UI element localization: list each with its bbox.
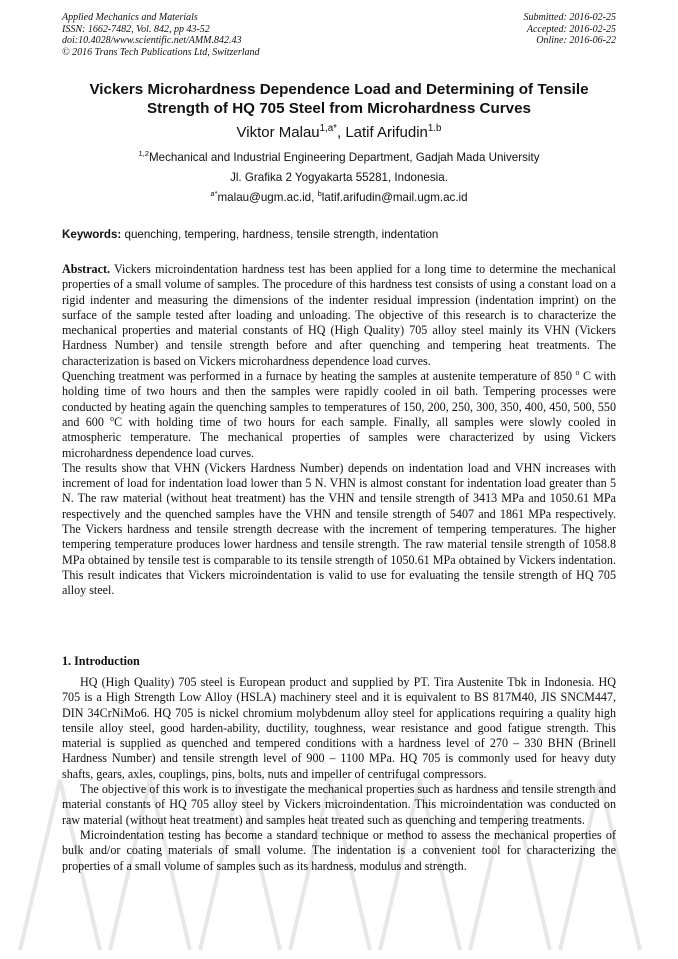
accepted-date: Accepted: 2016-02-25 (526, 23, 616, 35)
issn-line: ISSN: 1662-7482, Vol. 842, pp 43-52 (62, 23, 210, 35)
introduction-section (62, 675, 616, 874)
journal-header-right (524, 12, 617, 47)
abstract-p2-text-a: Quenching treatment was performed in a furnace by heating the samples at austenite temperature of 850 (62, 369, 576, 384)
author-line (62, 123, 616, 142)
abstract-p1-text: Vickers microindentation hardness test has been applied for a long time to determine the mechanical properties of a small volume of samples. The procedure of this hardness test consists of using a constant load on a rigid indenter and measuring the dimensions of the indenter residual impression (indentation imprint) on the surface of the sample tested after loading and unloading. The objective of this research is to characterize the mechanical properties and material constants of HQ (High Quality) 705 alloy steel mainly its VHN (Vickers Hardness Number) and tensile strength before and after quenching and tempering heat treatments. The characterization is based on Vickers microhardness dependence load curves. (62, 262, 616, 368)
affiliation-department-text: Mechanical and Industrial Engineering Department, Gadjah Mada University (148, 151, 540, 164)
affiliation-superscript: 1,2 (138, 149, 149, 159)
paper-title: Vickers Microhardness Dependence Load and Determining of Tensile Strength of HQ 705 Steel from Microhardness Curves (89, 81, 589, 117)
author-1: Viktor Malau (236, 124, 320, 141)
degree-superscript-1: o (575, 368, 580, 378)
author-separator: , (336, 124, 346, 141)
submitted-date: Submitted: 2016-02-25 (523, 12, 616, 23)
keywords-line (62, 228, 616, 241)
affiliation-department (62, 151, 616, 165)
keywords-text: quenching, tempering, hardness, tensile strength, indentation (121, 228, 439, 241)
online-date: Online: 2016-06-22 (536, 35, 616, 46)
intro-paragraph-2: The objective of this work is to investigate the mechanical properties such as hardness and tensile strength and material constants of HQ 705 alloy steel by Vickers microindentation. This microindentation was conducted on raw material (without heat treatment) and samples heat treated such as quenching and tempering treatments. (62, 782, 616, 827)
journal-name: Applied Mechanics and Materials (62, 12, 198, 23)
abstract-p2-text-b: C with holding time of two hours and then the samples were rapidly cooled in oil bath. Tempering processes were conducted by heating again the quenching samples to temperatures of 150, 200, 250, 300, 350, 400, 450, 500, 550 and 600 (62, 369, 616, 429)
abstract-paragraph-2 (62, 369, 616, 461)
affiliation-address: Jl. Grafika 2 Yogyakarta 55281, Indonesia. (230, 171, 448, 184)
intro-paragraph-3: Microindentation testing has become a standard technique or method to assess the mechanical properties of bulk and/or coating materials of small volume. The indentation is a convenient tool for characterizing the properties of a small volume of samples such as its hardness, modulus and strength. (62, 827, 616, 873)
section-heading-introduction: 1. Introduction (62, 654, 140, 668)
keywords-label: Keywords: (62, 228, 122, 241)
email-b: latif.arifudin@mail.ugm.ac.id (321, 191, 468, 204)
journal-header-left (62, 12, 260, 58)
email-b-superscript: b (317, 189, 322, 199)
intro-paragraph-1: HQ (High Quality) 705 steel is European product and supplied by PT. Tira Austenite Tbk in Indonesia. HQ 705 is a High Strength Low Alloy (HSLA) machinery steel and it is equivalent to BS 817M40, JIS SNCM447, DIN 34CrNiMo6. HQ 705 is nickel chromium molybdenum alloy steel for applications requiring a quality high tensile alloy steel, good harden-ability, ductility, toughness, wear resistance and good fatigue strength. This material is supplied as quenched and tempered conditions with a hardness level of 270 – 330 BHN (Brinell Hardness Number) and tensile strength level of 900 – 1100 MPa. HQ 705 is commonly used for heavy duty shafts, gears, axles, couplings, pins, bolts, nuts and impeller of centrifugal compressors. (62, 675, 616, 781)
abstract-label: Abstract. (62, 262, 111, 276)
abstract-p2-text-c: C with holding time of two hours for each sample. Finally, all samples were slowly cooled in atmospheric temperature. The mechanical properties of samples were characterized by using Vickers microhardness dependence load curves. (62, 414, 616, 460)
abstract-paragraph-3: The results show that VHN (Vickers Hardness Number) depends on indentation load and VHN increases with increment of load for indentation load lower than 5 N. VHN is almost constant for indentation load greater than 5 N. The raw material (without heat treatment) has the VHN and tensile strength of 3413 MPa and 1050.61 MPa respectively and the quenched samples have the VHN and tensile strength of 5407 and 1861 MPa respectively. The Vickers hardness and tensile strength decrease with the increment of tempering temperatures. The higher tempering temperature produces lower hardness and tensile strength. The raw material tensile strength of 1058.8 MPa obtained by tensile test is comparable to its tensile strength of 1050.61 MPa obtained by Vickers indentation. This result indicates that Vickers microindentation is valid to use for evaluating the tensile strength of HQ 705 alloy steel. (62, 460, 616, 598)
abstract-section (62, 262, 616, 599)
doi-line: doi:10.4028/www.scientific.net/AMM.842.43 (62, 35, 242, 46)
author-2: Latif Arifudin (345, 124, 428, 141)
author-1-superscript: 1,a* (319, 123, 337, 134)
degree-superscript-2: o (110, 413, 115, 423)
affiliation-emails (62, 191, 616, 205)
abstract-paragraph-1 (62, 262, 616, 369)
email-a: malau@ugm.ac.id, (217, 191, 318, 204)
copyright-line: © 2016 Trans Tech Publications Ltd, Switzerland (62, 46, 260, 58)
email-a-superscript: a* (210, 189, 218, 199)
author-2-superscript: 1.b (427, 123, 442, 134)
